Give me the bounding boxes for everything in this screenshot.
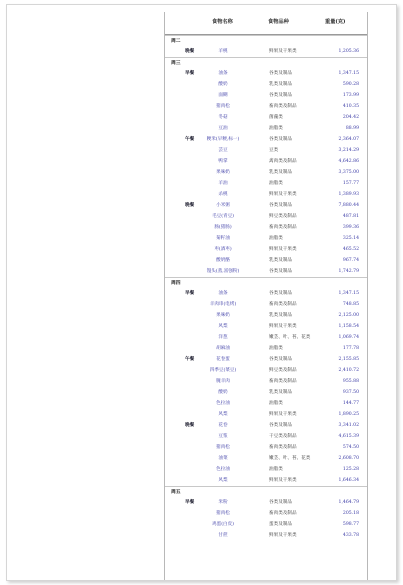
weight-cell: 2,608.70 — [338, 456, 359, 461]
food-category-cell: 鲜果及干果类 — [269, 324, 297, 329]
table-row — [165, 321, 367, 332]
table-row — [165, 255, 367, 266]
food-category-cell: 嫩茎、叶、苔、花类 — [269, 335, 311, 340]
food-category-cell: 乳类及制品 — [269, 170, 292, 175]
day-label: 周五 — [171, 489, 181, 495]
food-name-cell: 花卷 — [218, 423, 228, 428]
table-row — [165, 431, 367, 442]
table-row — [165, 310, 367, 321]
table-row — [165, 497, 367, 508]
weight-cell: 937.50 — [342, 390, 359, 395]
food-name-cell: 羊桃 — [218, 49, 228, 54]
table-row — [165, 68, 367, 79]
food-name-cell: 油条 — [218, 71, 228, 76]
food-category-cell: 谷类及制品 — [269, 203, 292, 208]
food-name-cell: 色拉油 — [216, 467, 230, 472]
weight-cell: 144.77 — [342, 401, 359, 406]
table-row — [165, 134, 367, 145]
food-name-cell: 酸奶 — [218, 82, 228, 87]
food-category-cell: 油脂类 — [269, 401, 283, 406]
food-name-cell: 猪肉松 — [216, 445, 230, 450]
food-name-cell: 鸭掌 — [218, 159, 228, 164]
food-category-cell: 豆类 — [269, 148, 279, 153]
food-name-cell: 色拉油 — [216, 401, 230, 406]
table-row — [165, 178, 367, 189]
table-row — [165, 123, 367, 134]
food-name-cell: 风梨 — [218, 478, 228, 483]
table-row — [165, 79, 367, 90]
food-category-cell: 乳类及制品 — [269, 390, 292, 395]
food-name-cell: 芸豆 — [218, 148, 228, 153]
food-name-cell: 冬菇 — [218, 115, 228, 120]
meal-label: 早餐 — [185, 500, 195, 505]
table-row — [165, 200, 367, 211]
meal-label: 午餐 — [185, 357, 195, 362]
table-row — [165, 376, 367, 387]
food-category-cell: 鲜果及干果类 — [269, 49, 297, 54]
table-row — [165, 90, 367, 101]
weight-cell: 598.77 — [342, 522, 359, 527]
table-row — [165, 233, 367, 244]
weight-cell: 1,205.36 — [338, 49, 359, 54]
day-label: 周四 — [171, 280, 181, 286]
weight-cell: 574.50 — [342, 445, 359, 450]
table-header — [165, 12, 367, 35]
weight-cell: 748.85 — [342, 302, 359, 307]
weight-cell: 1,742.79 — [338, 269, 359, 274]
food-name-cell: 粳米(早粳,标一) — [206, 137, 240, 142]
table-row — [165, 365, 367, 376]
table-row — [165, 409, 367, 420]
weight-cell: 325.14 — [342, 236, 359, 241]
food-name-cell: 甘蔗 — [218, 533, 228, 538]
weight-cell: 173.99 — [342, 93, 359, 98]
food-name-cell: 四季豆(菜豆) — [209, 368, 237, 373]
food-name-cell: 洋葱 — [218, 335, 228, 340]
meal-label: 早餐 — [185, 291, 195, 296]
food-category-cell: 谷类及制品 — [269, 500, 292, 505]
weight-cell: 590.28 — [342, 82, 359, 87]
food-category-cell: 谷类及制品 — [269, 93, 292, 98]
food-category-cell: 鲜果及干果类 — [269, 412, 297, 417]
food-category-cell: 畜肉类及制品 — [269, 379, 297, 384]
food-category-cell: 畜肉类及制品 — [269, 302, 297, 307]
table-row — [165, 101, 367, 112]
weight-cell: 1,347.15 — [338, 291, 359, 296]
food-name-cell: 果味奶 — [216, 313, 230, 318]
header-food-name: 食物名称 — [212, 19, 233, 25]
food-category-cell: 谷类及制品 — [269, 137, 292, 142]
food-category-cell: 畜肉类及制品 — [269, 104, 297, 109]
food-category-cell: 油脂类 — [269, 181, 283, 186]
food-category-cell: 谷类及制品 — [269, 357, 292, 362]
weight-cell: 3,341.02 — [338, 423, 359, 428]
food-name-cell: 羊油 — [218, 181, 228, 186]
table-row — [165, 354, 367, 365]
table-row — [165, 222, 367, 233]
weight-cell: 399.36 — [342, 225, 359, 230]
table-row — [165, 156, 367, 167]
food-name-cell: 风梨 — [218, 412, 228, 417]
food-name-cell: 面糊 — [218, 93, 228, 98]
food-name-cell: 鸡蛋(白皮) — [212, 522, 234, 527]
weight-cell: 2,364.07 — [338, 137, 359, 142]
food-name-cell: 腌羊肉 — [216, 379, 230, 384]
table-row — [165, 475, 367, 486]
food-name-cell: 花卷蛋 — [216, 357, 230, 362]
food-name-cell: 豆油 — [218, 126, 228, 131]
table-row — [165, 464, 367, 475]
meal-label: 晚餐 — [185, 49, 195, 54]
food-name-cell: 菊籽油 — [216, 236, 230, 241]
weight-cell: 4,615.39 — [338, 434, 359, 439]
food-name-cell: 油菜 — [218, 456, 228, 461]
header-weight: 重量(克) — [325, 19, 346, 25]
food-category-cell: 鲜果及干果类 — [269, 247, 297, 252]
food-category-cell: 干豆类及制品 — [269, 434, 297, 439]
food-category-cell: 油脂类 — [269, 467, 283, 472]
meal-label: 早餐 — [185, 71, 195, 76]
table-row — [165, 244, 367, 255]
food-category-cell: 乳类及制品 — [269, 82, 292, 87]
weight-cell: 177.78 — [342, 346, 359, 351]
food-category-cell: 鲜果及干果类 — [269, 478, 297, 483]
weight-cell: 3,214.29 — [338, 148, 359, 153]
table-row — [165, 145, 367, 156]
weight-cell: 2,410.72 — [338, 368, 359, 373]
food-category-cell: 禽肉类及制品 — [269, 159, 297, 164]
document-page — [6, 4, 397, 581]
food-name-cell: 肠(猪肠) — [214, 225, 232, 230]
weight-cell: 2,125.00 — [338, 313, 359, 318]
table-row — [165, 530, 367, 541]
table-row — [165, 519, 367, 530]
weight-cell: 1,158.54 — [338, 324, 359, 329]
food-category-cell: 畜肉类及制品 — [269, 511, 297, 516]
food-name-cell: 毛豆(青豆) — [212, 214, 234, 219]
table-row — [165, 266, 367, 277]
table-row — [165, 288, 367, 299]
table-row — [165, 420, 367, 431]
weight-cell: 4,642.86 — [338, 159, 359, 164]
food-category-cell: 鲜豆类及制品 — [269, 368, 297, 373]
food-name-cell: 小米粥 — [216, 203, 230, 208]
header-food-category: 食物品种 — [268, 19, 289, 25]
table-row — [165, 453, 367, 464]
weight-cell: 1,069.74 — [338, 335, 359, 340]
table-row — [165, 211, 367, 222]
table-row — [165, 343, 367, 354]
food-category-cell: 蛋类及制品 — [269, 522, 292, 527]
table-row — [165, 167, 367, 178]
food-category-cell: 菌藻类 — [269, 115, 283, 120]
food-category-cell: 鲜果及干果类 — [269, 192, 297, 197]
food-category-cell: 谷类及制品 — [269, 423, 292, 428]
food-name-cell: 猪肉松 — [216, 104, 230, 109]
food-category-cell: 鲜豆类及制品 — [269, 214, 297, 219]
table-row — [165, 398, 367, 409]
meal-label: 晚餐 — [185, 203, 195, 208]
meal-label: 晚餐 — [185, 423, 195, 428]
food-table — [164, 12, 368, 580]
food-category-cell: 畜肉类及制品 — [269, 225, 297, 230]
table-row — [165, 508, 367, 519]
food-category-cell: 乳类及制品 — [269, 313, 292, 318]
weight-cell: 205.18 — [342, 511, 359, 516]
food-name-cell: 馒头(蒸,富强粉) — [206, 269, 240, 274]
table-row — [165, 112, 367, 123]
weight-cell: 1,389.93 — [338, 192, 359, 197]
table-row — [165, 442, 367, 453]
table-row — [165, 387, 367, 398]
food-name-cell: 果味奶 — [216, 170, 230, 175]
food-name-cell: 米粉 — [218, 500, 228, 505]
food-category-cell: 油脂类 — [269, 126, 283, 131]
food-category-cell: 谷类及制品 — [269, 291, 292, 296]
weight-cell: 2,155.85 — [338, 357, 359, 362]
food-category-cell: 乳类及制品 — [269, 258, 292, 263]
weight-cell: 204.42 — [342, 115, 359, 120]
food-name-cell: 风梨 — [218, 324, 228, 329]
weight-cell: 157.77 — [342, 181, 359, 186]
food-name-cell: 羊肉串(电烤) — [209, 302, 237, 307]
food-name-cell: 猪肉松 — [216, 511, 230, 516]
day-label: 周三 — [171, 60, 181, 66]
food-name-cell: 胡麻油 — [216, 346, 230, 351]
food-category-cell: 鲜果及干果类 — [269, 533, 297, 538]
food-category-cell: 谷类及制品 — [269, 71, 292, 76]
food-name-cell: 枣(酒枣) — [214, 247, 232, 252]
food-category-cell: 嫩茎、叶、苔、花类 — [269, 456, 311, 461]
weight-cell: 1,890.25 — [338, 412, 359, 417]
table-row — [165, 299, 367, 310]
weight-cell: 967.74 — [342, 258, 359, 263]
food-name-cell: 油条 — [218, 291, 228, 296]
food-name-cell: 豆浆 — [218, 434, 228, 439]
food-category-cell: 谷类及制品 — [269, 269, 292, 274]
weight-cell: 955.88 — [342, 379, 359, 384]
table-row — [165, 46, 367, 57]
food-category-cell: 油脂类 — [269, 236, 283, 241]
table-row — [165, 332, 367, 343]
weight-cell: 410.35 — [342, 104, 359, 109]
day-label: 周二 — [171, 38, 181, 44]
weight-cell: 1,464.79 — [338, 500, 359, 505]
food-name-cell: 酸奶 — [218, 390, 228, 395]
table-row — [165, 189, 367, 200]
meal-label: 午餐 — [185, 137, 195, 142]
weight-cell: 7,880.44 — [338, 203, 359, 208]
weight-cell: 88.99 — [345, 126, 359, 131]
weight-cell: 125.28 — [342, 467, 359, 472]
weight-cell: 487.81 — [342, 214, 359, 219]
food-name-cell: 杀桃 — [218, 192, 228, 197]
weight-cell: 1,646.34 — [338, 478, 359, 483]
weight-cell: 465.52 — [342, 247, 359, 252]
weight-cell: 3,375.00 — [338, 170, 359, 175]
weight-cell: 433.78 — [342, 533, 359, 538]
food-name-cell: 酸奶酪 — [216, 258, 230, 263]
food-category-cell: 畜肉类及制品 — [269, 445, 297, 450]
weight-cell: 1,347.15 — [338, 71, 359, 76]
food-category-cell: 油脂类 — [269, 346, 283, 351]
